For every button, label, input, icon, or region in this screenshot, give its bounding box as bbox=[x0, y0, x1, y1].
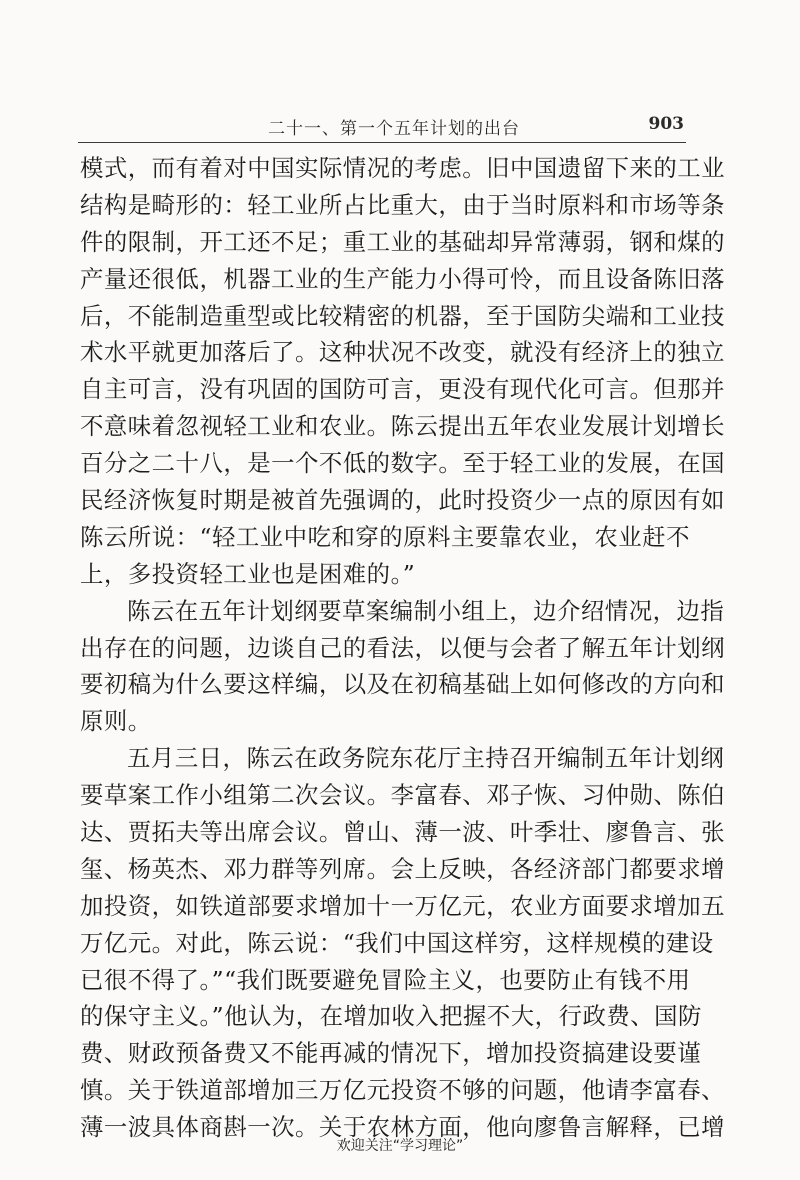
chapter-title: 二十一、第一个五年计划的出台 bbox=[268, 119, 520, 139]
text-line: 自主可言，没有巩固的国防可言，更没有现代化可言。但那并 bbox=[80, 375, 726, 404]
text-line: 术水平就更加落后了。这种状况不改变，就没有经济上的独立 bbox=[80, 338, 726, 367]
text-line: 万亿元。对此，陈云说：“我们中国这样穷，这样规模的建设 bbox=[80, 928, 714, 957]
text-line: 原则。 bbox=[80, 707, 152, 736]
text-line: 不意味着忽视轻工业和农业。陈云提出五年农业发展计划增长 bbox=[80, 412, 726, 441]
text-line: 出存在的问题，边谈自己的看法，以便与会者了解五年计划纲 bbox=[80, 633, 726, 662]
text-line: 加投资，如铁道部要求增加十一万亿元，农业方面要求增加五 bbox=[80, 891, 726, 920]
text-line: 后，不能制造重型或比较精密的机器，至于国防尖端和工业技 bbox=[80, 301, 726, 330]
text-line: 已很不得了。”“我们既要避免冒险主义，也要防止有钱不用 bbox=[80, 965, 691, 994]
page-number: 903 bbox=[648, 114, 684, 134]
text-line: 达、贾拓夫等出席会议。曾山、薄一波、叶季壮、廖鲁言、张 bbox=[80, 818, 726, 847]
text-line: 要初稿为什么要这样编，以及在初稿基础上如何修改的方向和 bbox=[80, 670, 726, 699]
paragraph-start-line: 五月三日，陈云在政务院东花厅主持召开编制五年计划纲 bbox=[127, 744, 725, 773]
page-header bbox=[78, 108, 686, 143]
text-line: 产量还很低，机器工业的生产能力小得可怜，而且设备陈旧落 bbox=[80, 264, 726, 293]
text-line: 上，多投资轻工业也是困难的。” bbox=[80, 559, 416, 588]
text-line: 薄一波具体商斟一次。关于农林方面，他向廖鲁言解释，已增 bbox=[80, 1113, 726, 1142]
text-line: 要草案工作小组第二次会议。李富春、邓子恢、习仲勋、陈伯 bbox=[80, 781, 726, 810]
footer-note: 欢迎关注“学习理论” bbox=[336, 1138, 464, 1154]
text-line: 的保守主义。”他认为，在增加收入把握不大，行政费、国防 bbox=[80, 1002, 702, 1031]
text-line: 费、财政预备费又不能再减的情况下，增加投资搞建设要谨 bbox=[80, 1039, 702, 1068]
body-text bbox=[80, 150, 726, 1146]
paragraph-start-line: 陈云在五年计划纲要草案编制小组上，边介绍情况，边指 bbox=[127, 596, 725, 625]
text-line: 民经济恢复时期是被首先强调的，此时投资少一点的原因有如 bbox=[80, 486, 726, 515]
text-line: 结构是畸形的：轻工业所占比重大，由于当时原料和市场等条 bbox=[80, 190, 726, 219]
text-line: 件的限制，开工还不足；重工业的基础却异常薄弱，钢和煤的 bbox=[80, 227, 726, 256]
text-line: 百分之二十八，是一个不低的数字。至于轻工业的发展，在国 bbox=[80, 449, 726, 478]
text-line: 陈云所说：“轻工业中吃和穿的原料主要靠农业，农业赶不 bbox=[80, 522, 690, 551]
text-line: 模式，而有着对中国实际情况的考虑。旧中国遗留下来的工业 bbox=[80, 154, 726, 182]
text-line: 玺、杨英杰、邓力群等列席。会上反映，各经济部门都要求增 bbox=[80, 854, 726, 883]
text-line: 慎。关于铁道部增加三万亿元投资不够的问题，他请李富春、 bbox=[80, 1076, 726, 1105]
